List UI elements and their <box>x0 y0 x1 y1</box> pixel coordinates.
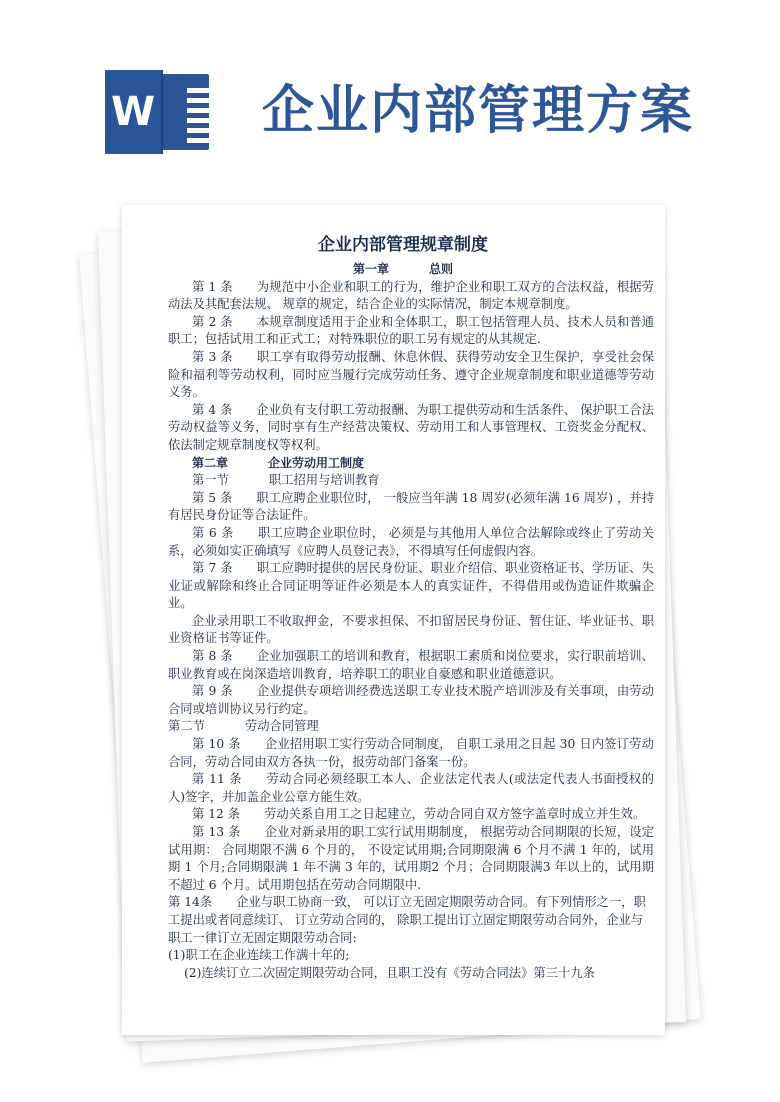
article-5: 第 5 条 职工应聘企业职位时， 一般应当年满 18 周岁(必须年满 16 周岁) ，并持有居民身份证等合法证件。 <box>168 490 654 523</box>
article-2: 第 2 条 本规章制度适用于企业和全体职工，职工包括管理人员、技术人员和普通职工；包括试用工和正式工；对特殊职位的职工另有规定的从其规定. <box>168 314 654 347</box>
article-7: 第 7 条 职工应聘时提供的居民身份证、职业介绍信、职业资格证书、学历证、失业证或解除和终止合同证明等证件必须是本人的真实证件，不得借用或伪造证件欺骗企业。 <box>168 561 654 611</box>
word-document-icon <box>105 70 209 154</box>
list-item: (2)连续订立二次固定期限劳动合同，且职工没有《劳动合同法》第三十九条 <box>184 965 595 980</box>
paragraph-deposit: 企业录用职工不收取押金，不要求担保、不扣留居民身份证、暂住证、毕业证书、职业资格证书等证件。 <box>168 613 654 646</box>
article-3: 第 3 条 职工享有取得劳动报酬、休息休假、获得劳动安全卫生保护，享受社会保险和福利等劳动权利，同时应当履行完成劳动任务、遵守企业规章制度和职业道德等劳动义务。 <box>168 349 654 400</box>
article-4: 第 4 条 企业负有支付职工劳动报酬、为职工提供劳动和生活条件、 保护职工合法劳动权益等义务，同时享有生产经营决策权、劳动用工和人事管理权、工资奖金分配权、依法制定规章制度权等权利。 <box>168 402 654 452</box>
article-10: 第 10 条 企业招用职工实行劳动合同制度， 自职工录用之日起 30 日内签订劳动合同，劳动合同由双方各执一份，报劳动部门备案一份。 <box>168 737 654 769</box>
document-page <box>122 205 665 1035</box>
article-1: 第 1 条 为规范中小企业和职工的行为，维护企业和职工双方的合法权益，根据劳动法及其配套法规、 规章的规定，结合企业的实际情况，制定本规章制度。 <box>168 279 654 312</box>
article-11: 第 11 条 劳动合同必须经职工本人、企业法定代表人(或法定代表人书面授权的人)签字，并加盖企业公章方能生效。 <box>168 772 654 804</box>
list-item: (1)职工在企业连续工作满十年的; <box>168 948 350 963</box>
document-body <box>168 231 654 982</box>
header-banner <box>0 0 780 200</box>
document-title: 企业内部管理规章制度 <box>318 235 488 255</box>
article-14: 第 14条 企业与职工协商一致， 可以订立无固定期限劳动合同。有下列情形之一，职工提出或者同意续订、 订立劳动合同的， 除职工提出订立固定期限劳动合同外，企业与职工一律订立无固定期限劳动合同: <box>168 895 646 945</box>
article-9: 第 9 条 企业提供专项培训经费选送职工专业技术脱产培训涉及有关事项，由劳动合同或培训协议另行约定。 <box>168 684 654 716</box>
chapter-heading: 第一章 总则 <box>352 262 454 276</box>
chapter-heading: 第二章 企业劳动用工制度 <box>192 455 365 470</box>
section-heading: 第一节 职工招用与培训教育 <box>192 473 380 488</box>
section-heading: 第二节 劳动合同管理 <box>168 719 319 734</box>
article-6: 第 6 条 职工应聘企业职位时， 必须是与其他用人单位合法解除或终止了劳动关系，必须如实正确填写《应聘人员登记表》，不得填写任何虚假内容。 <box>168 525 654 558</box>
page-title: 企业内部管理方案 <box>262 81 695 141</box>
article-12: 第 12 条 劳动关系自用工之日起建立，劳动合同自双方签字盖章时成立并生效。 <box>192 807 646 822</box>
article-13: 第 13 条 企业对新录用的职工实行试用期制度， 根据劳动合同期限的长短，设定试用期： 合同期限不满 6 个月的， 不设定试用期;合同期限满 6 个月不满 1 年的，试用期 1 个月;合同期限满 1 年不满 3 年的，试用期2 个月；合同期限满3 年以上的，试用期不超过 6 个月。试用期包括在劳动合同期限中. <box>168 825 654 892</box>
word-icon-letter: W <box>105 70 161 154</box>
article-8: 第 8 条 企业加强职工的培训和教育，根据职工素质和岗位要求，实行职前培训、职业教育或在岗深造培训教育，培养职工的职业自豪感和职业道德意识。 <box>168 649 654 681</box>
